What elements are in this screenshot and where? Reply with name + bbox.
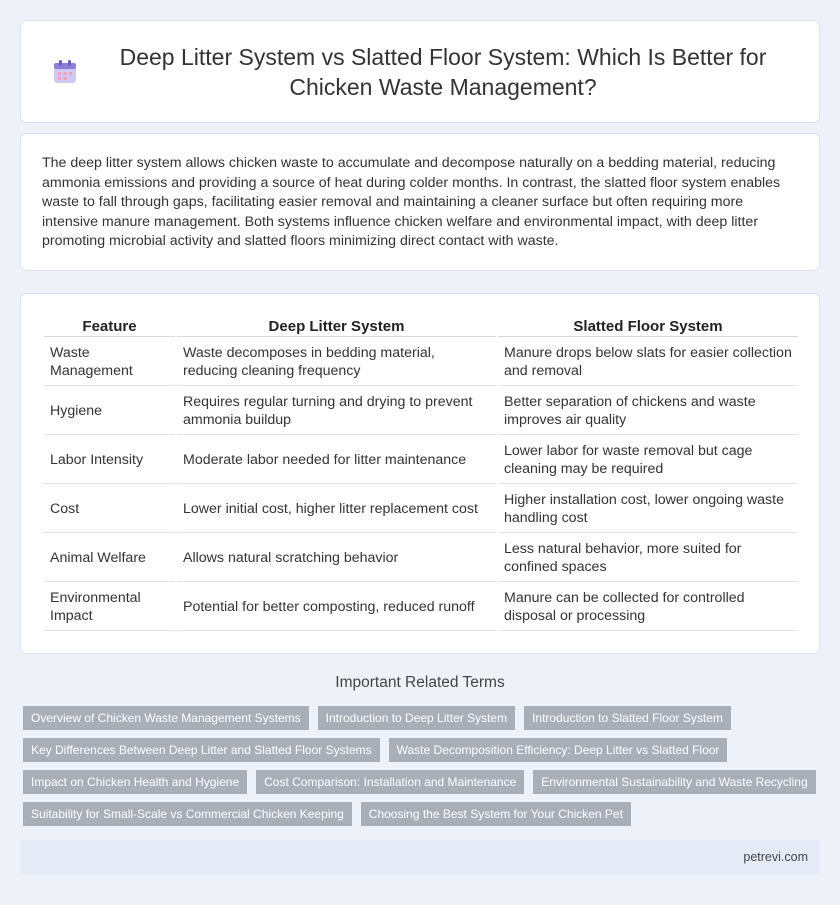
- related-terms-list: [23, 706, 823, 834]
- table-cell: Environmental Impact: [44, 584, 175, 631]
- table-cell: Waste Management: [44, 339, 175, 386]
- footer: [20, 840, 820, 874]
- table-cell: Hygiene: [44, 388, 175, 435]
- intro-card: [20, 133, 820, 271]
- tag-row: [23, 706, 823, 730]
- related-terms-heading: Important Related Terms: [335, 674, 505, 691]
- table-cell: Potential for better composting, reduced runoff: [177, 584, 496, 631]
- comparison-table: [42, 312, 800, 633]
- table-header-cell: Feature: [44, 314, 175, 337]
- table-header-cell: Deep Litter System: [177, 314, 496, 337]
- table-cell: Cost: [44, 486, 175, 533]
- related-term-tag[interactable]: Environmental Sustainability and Waste Recycling: [533, 770, 815, 794]
- table-row: [44, 388, 798, 435]
- related-term-tag[interactable]: Overview of Chicken Waste Management Systems: [23, 706, 309, 730]
- table-cell: Higher installation cost, lower ongoing waste handling cost: [498, 486, 798, 533]
- related-term-tag[interactable]: Key Differences Between Deep Litter and Slatted Floor Systems: [23, 738, 380, 762]
- related-term-tag[interactable]: Introduction to Slatted Floor System: [524, 706, 731, 730]
- related-term-tag[interactable]: Suitability for Small-Scale vs Commercial Chicken Keeping: [23, 802, 352, 826]
- tag-row: [23, 738, 823, 762]
- table-cell: Manure can be collected for controlled disposal or processing: [498, 584, 798, 631]
- table-row: [44, 535, 798, 582]
- related-term-tag[interactable]: Impact on Chicken Health and Hygiene: [23, 770, 247, 794]
- related-term-tag[interactable]: Waste Decomposition Efficiency: Deep Litter vs Slatted Floor: [389, 738, 728, 762]
- calendar-icon: [51, 58, 79, 86]
- table-cell: Moderate labor needed for litter maintenance: [177, 437, 496, 484]
- table-header-cell: Slatted Floor System: [498, 314, 798, 337]
- table-cell: Lower labor for waste removal but cage cleaning may be required: [498, 437, 798, 484]
- table-cell: Labor Intensity: [44, 437, 175, 484]
- footer-site-link[interactable]: petrevi.com: [743, 850, 808, 864]
- table-row: [44, 437, 798, 484]
- table-cell: Requires regular turning and drying to prevent ammonia buildup: [177, 388, 496, 435]
- comparison-table-card: [20, 293, 820, 654]
- related-term-tag[interactable]: Introduction to Deep Litter System: [318, 706, 515, 730]
- table-cell: Lower initial cost, higher litter replacement cost: [177, 486, 496, 533]
- related-term-tag[interactable]: Cost Comparison: Installation and Maintenance: [256, 770, 524, 794]
- tag-row: [23, 802, 823, 826]
- table-cell: Waste decomposes in bedding material, reducing cleaning frequency: [177, 339, 496, 386]
- intro-paragraph: The deep litter system allows chicken waste to accumulate and decompose naturally on a bedding material, reducing ammonia emissions and providing a source of heat during colder months. In contrast, the slatted floor system enables waste to fall through gaps, facilitating easier removal and maintaining a cleaner surface but often requiring more intensive manure management. Both systems influence chicken welfare and environmental impact, with deep litter promoting microbial activity and slatted floors minimizing direct contact with waste.: [42, 155, 781, 249]
- related-term-tag[interactable]: Choosing the Best System for Your Chicken Pet: [361, 802, 631, 826]
- table-header-row: [44, 314, 798, 337]
- title-card: [20, 20, 820, 123]
- table-cell: Less natural behavior, more suited for confined spaces: [498, 535, 798, 582]
- table-row: [44, 339, 798, 386]
- table-cell: Better separation of chickens and waste improves air quality: [498, 388, 798, 435]
- tag-row: [23, 770, 823, 794]
- table-cell: Allows natural scratching behavior: [177, 535, 496, 582]
- table-cell: Animal Welfare: [44, 535, 175, 582]
- table-cell: Manure drops below slats for easier collection and removal: [498, 339, 798, 386]
- table-row: [44, 584, 798, 631]
- page-title: Deep Litter System vs Slatted Floor System: Which Is Better for Chicken Waste Management?: [119, 43, 767, 100]
- table-row: [44, 486, 798, 533]
